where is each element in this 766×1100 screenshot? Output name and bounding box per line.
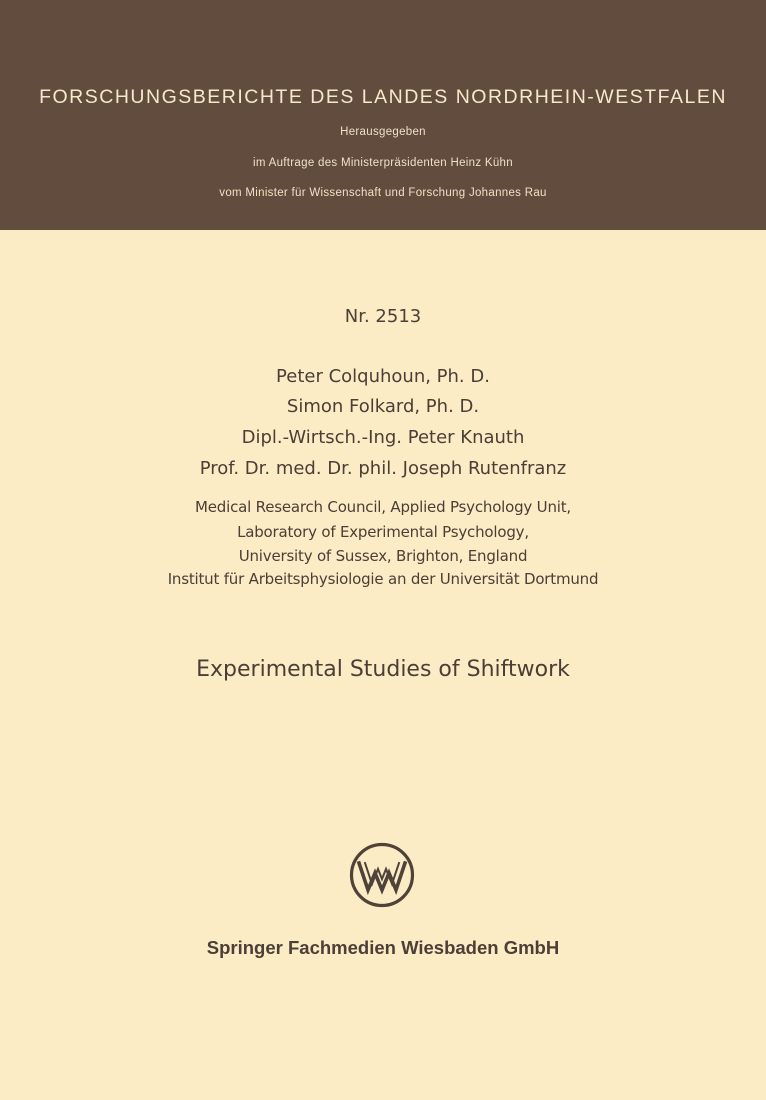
editor-line-minister: vom Minister für Wissenschaft und Forschung Johannes Rau bbox=[219, 187, 547, 199]
editor-line-prime-minister: im Auftrage des Ministerpräsidenten Heinz Kühn bbox=[253, 157, 513, 169]
affiliation-3: University of Sussex, Brighton, England bbox=[238, 547, 528, 565]
author-4: Prof. Dr. med. Dr. phil. Joseph Rutenfranz bbox=[199, 458, 567, 479]
author-2: Simon Folkard, Ph. D. bbox=[286, 396, 480, 417]
header-band bbox=[0, 0, 766, 230]
affiliation-1: Medical Research Council, Applied Psychology Unit, bbox=[195, 498, 571, 516]
author-1: Peter Colquhoun, Ph. D. bbox=[276, 366, 490, 387]
author-3: Dipl.-Wirtsch.-Ing. Peter Knauth bbox=[241, 427, 525, 448]
report-number: Nr. 2513 bbox=[344, 306, 422, 327]
springer-vs-logo-icon bbox=[349, 842, 415, 908]
affiliation-4: Institut für Arbeitsphysiologie an der Universität Dortmund bbox=[167, 570, 599, 588]
editor-note: Herausgegeben bbox=[340, 126, 426, 138]
series-title: FORSCHUNGSBERICHTE DES LANDES NORDRHEIN-WESTFALEN bbox=[39, 86, 727, 108]
book-title: Experimental Studies of Shiftwork bbox=[196, 657, 570, 682]
publisher-name: Springer Fachmedien Wiesbaden GmbH bbox=[206, 937, 560, 958]
affiliation-2: Laboratory of Experimental Psychology, bbox=[237, 523, 529, 541]
